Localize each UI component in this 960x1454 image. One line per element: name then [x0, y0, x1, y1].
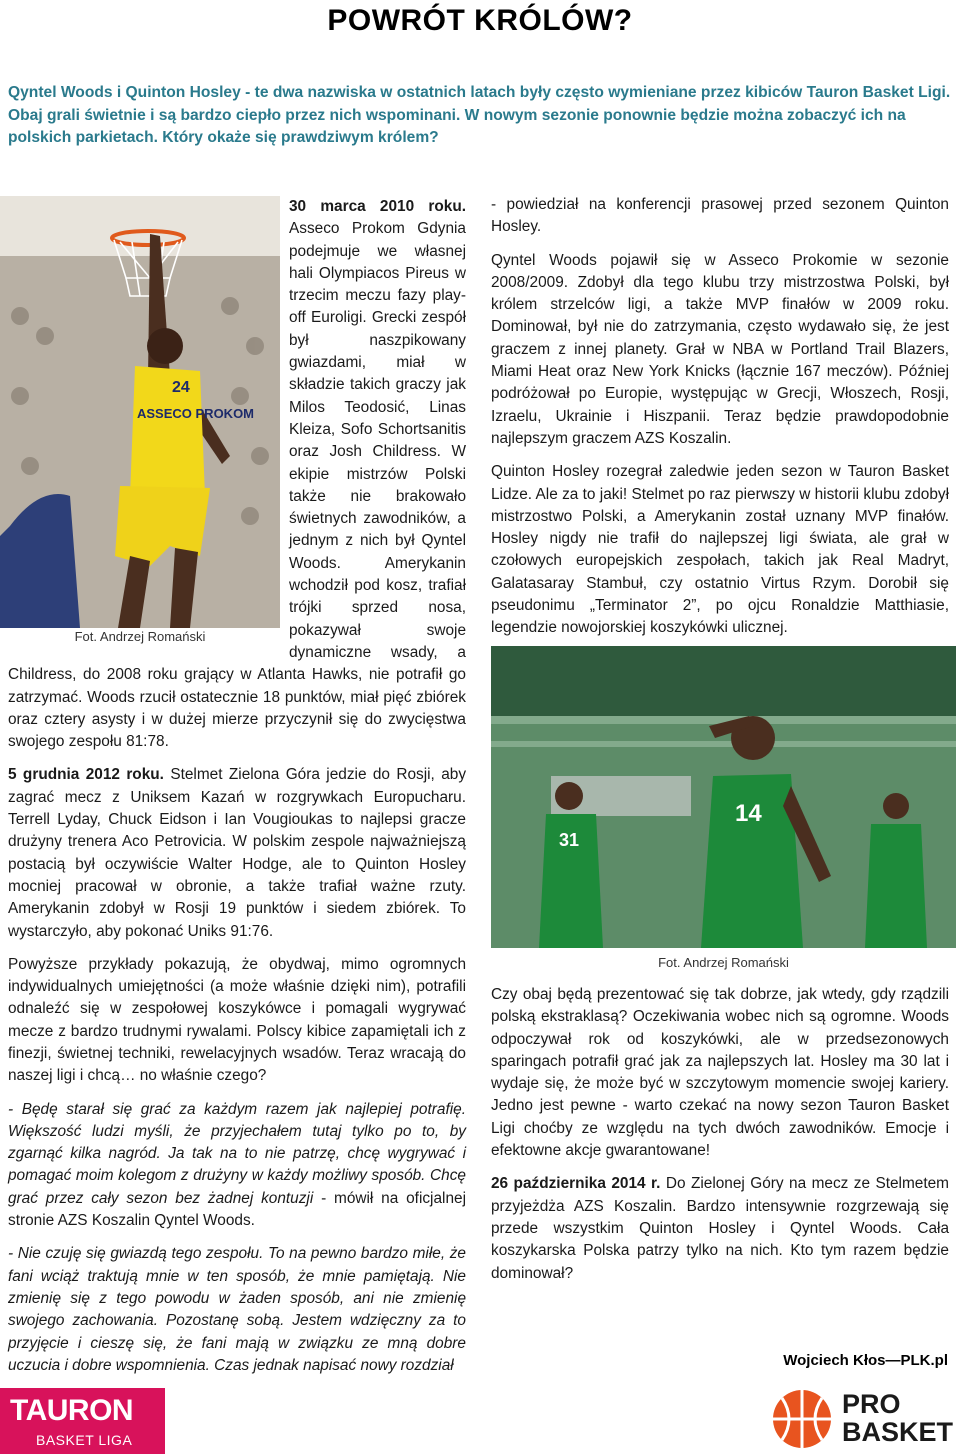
photo-hosley-illustration [491, 646, 956, 948]
quote-hosley-attribution: - powiedział na konferencji prasowej przed sezonem Quinton Hosley. [491, 196, 949, 236]
paragraph-woods: Qyntel Woods pojawił się w Asseco Prokomie w sezonie 2008/2009. Zdobył dla tego klubu trzy mistrzostwa Polski, był królem strzelców ligi, a także MVP finałów w 2009 roku. Dominował, był nie do zatrzymania, często wydawało się, że jest graczem z innej planety. Grał w NBA w Portland Trail Blazers, Miami Heat oraz New York Knicks (łącznie 167 meczów). Później podróżował po Europie, występując w Grecji, Włoszech, Rosji, Izraelu, Ukrainie i Hiszpanii. Teraz będzie prawdopodobnie najlepszym graczem AZS Koszalin. [491, 251, 949, 447]
paragraph-intro: Powyższe przykłady pokazują, że obydwaj, mimo ogromnych indywidualnych umiejętności (a może właśnie dzięki nim), potrafili odnaleźć się w zespołowej koszykówce i pomagali wygrywać mecze z bardzo trudnymi rywalami. Polscy kibice zapamiętali ich z finezji, świetnej techniki, rewelacyjnych wsadów. Teraz wracają do naszej ligi i chcą… no właśnie czego? [8, 955, 466, 1085]
section-text-2012: Stelmet Zielona Góra jedzie do Rosji, aby zagrać mecz z Uniksem Kazań w rozgrywkach Europucharu. Terrell Lyday, Chuck Eidson i Ian Vougioukas to najlepsi gracze drużyny trenera Aco Petrovicia. W polskim zespole najważniejszą postacią był oczywiście Walter Hodge, ale to Quinton Hosley mocniej pracował w obronie, a także trafiał ważne rzuty. Amerykanin zdobył w Rosji 19 punktów i siedem zbiórek. To wystarczyło, aby pokonać Uniks 91:76. [8, 766, 467, 940]
quote-hosley-attribution-line [491, 194, 949, 239]
photo-caption-woods: Fot. Andrzej Romański [74, 629, 206, 644]
photo-hosley-salute [491, 646, 956, 948]
section-text-2010: Asseco Prokom Gdynia podejmuje we własnej hali Olympiacos Pireus w trzecim meczu fazy play-off Euroligi. Grecki zespół był naszpikowany gwiazdami, miał w składzie takich graczy jak Milos Teodosić, Linas Kleiza, Sofo Schortsanitis oraz Josh Childress. W ekipie mistrzów Polski także nie brakowało świetnych zawodników, a jednym z nich był Qyntel Woods. Amerykanin wchodził pod kosz, trafiał trójki sprzed nosa, pokazywał swoje dynamiczne wsady, a Childress, do 2008 roku grający w Atlanta Hawks, nie potrafił go zatrzymać. Woods rzucił ostatecznie 18 punktów, miał pięć zbiórek oraz cztery asysty i w dużej mierze przyczynił się do zwycięstwa swojego zespołu 81:78. [8, 220, 466, 751]
page-title: POWRÓT KRÓLÓW? [327, 4, 633, 37]
section-date-2012: 5 grudnia 2012 roku. [8, 766, 164, 784]
jersey-number-main: 14 [735, 800, 762, 827]
section-date-2014: 26 października 2014 r. [491, 1175, 661, 1193]
quote-woods-text: - Będę starał się grać za każdym razem jak najlepiej potrafię. Większość ludzi myśli, że przyjechałem tutaj tylko po to, by zgarnąć kilka nagród. Ja tak na to nie patrzę, chcę wygrywać i pomagać moim kolegom z drużyny w każdy możliwy sposób. Chcę grać przez cały sezon bez żadnej kontuzji [8, 1100, 466, 1207]
probasket-logo-line1: PRO [842, 1389, 901, 1419]
tauron-logo-line2: BASKET LIGA [36, 1432, 133, 1448]
paragraph-hosley: Quinton Hosley rozegrał zaledwie jeden sezon w Tauron Basket Lidze. Ale za to jaki! Stelmet po raz pierwszy w historii klubu zdobył mistrzostwo Polski, a Amerykanin został uznany MVP finałów. Hosley nigdy nie trafił do najlepszej ligi świata, ale grał w czołowych europejskich zespołach, takich jak Real Madryt, Galatasaray Stambuł, czy ostatnio Virtus Rzym. Dorobił się pseudonimu „Terminator 2”, po ojcu Ronaldzie Matthiasie, legendzie nowojorskiej koszykówki ulicznej. [491, 463, 949, 637]
section-text-2014: Do Zielonej Góry na mecz ze Stelmetem przyjeżdża AZS Koszalin. Bardzo intensywnie rozgrzewają się przede wszystkim Quinton Hosley i Qyntel Woods. Cała koszykarska Polska patrzy tylko na nich. Kto tym razem będzie dominował? [491, 1175, 949, 1282]
section-2014 [491, 1173, 949, 1284]
section-2012 [8, 764, 466, 942]
paragraph-question: Czy obaj będą prezentować się tak dobrze, jak wtedy, gdy rządzili polską ekstraklasą? Oczekiwania wobec nich są ogromne. Woods odpoczywał rok od koszykówki, ale w przedsezonowych sparingach potrafił grać jak za najlepszych lat. Hosley ma 30 lat i wydaje się, że może być w szczytowym momencie swojej kariery. Jedno jest pewne - warto czekać na nowy sezon Tauron Basket Ligi choćby ze względu na tych dwóch zawodników. Emocje i efektowne akcje gwarantowane! [491, 986, 949, 1160]
basketball-icon [770, 1388, 834, 1450]
article-lead: Qyntel Woods i Quinton Hosley - te dwa nazwiska w ostatnich latach były często wymieniane przez kibiców Tauron Basket Ligi. Obaj grali świetnie i są bardzo ciepło przez nich wspominani. W nowym sezonie ponownie będzie można zobaczyć ich na polskich parkietach. Który okaże się prawdziwym królem? [8, 84, 951, 146]
photo-woods-illustration [0, 196, 280, 628]
quote-woods [8, 1099, 466, 1233]
right-column-bottom [491, 984, 949, 1296]
quote-woods-attribution: - mówił na oficjalnej stronie AZS Koszalin Qyntel Woods. [8, 1189, 466, 1230]
photo-woods-dunk [0, 196, 280, 628]
tauron-basket-liga-logo [0, 1388, 165, 1454]
left-column [8, 196, 466, 1388]
pro-basket-logo [770, 1388, 955, 1450]
quote-hosley [8, 1243, 466, 1377]
jersey-number-left: 31 [559, 830, 580, 850]
photo-caption-hosley: Fot. Andrzej Romański [658, 955, 789, 970]
probasket-logo-line2: BASKET [842, 1417, 954, 1447]
author-credit: Wojciech Kłos—PLK.pl [783, 1352, 948, 1369]
section-date-2010: 30 marca 2010 roku. [289, 198, 466, 215]
jersey-team-text: ASSECO PROKOM [137, 406, 255, 421]
quote-hosley-text: - Nie czuję się gwiazdą tego zespołu. To na pewno bardzo miłe, że fani wciąż traktują mnie w ten sposób, że mnie pamiętają. Nie zmienię się z tego powodu w żaden sposób, ani nie zmienię swojego zachowania. Pozostanę sobą. Jestem wdzięczny za to przyjęcie i cieszę się, że fani mają w związku ze mną dobre uczucia i dobre wspomnienia. Czas jednak napisać nowy rozdział [8, 1245, 466, 1374]
tauron-logo-line1: TAURON [10, 1394, 134, 1427]
jersey-number-text: 24 [172, 379, 190, 396]
right-column-top [491, 194, 949, 651]
